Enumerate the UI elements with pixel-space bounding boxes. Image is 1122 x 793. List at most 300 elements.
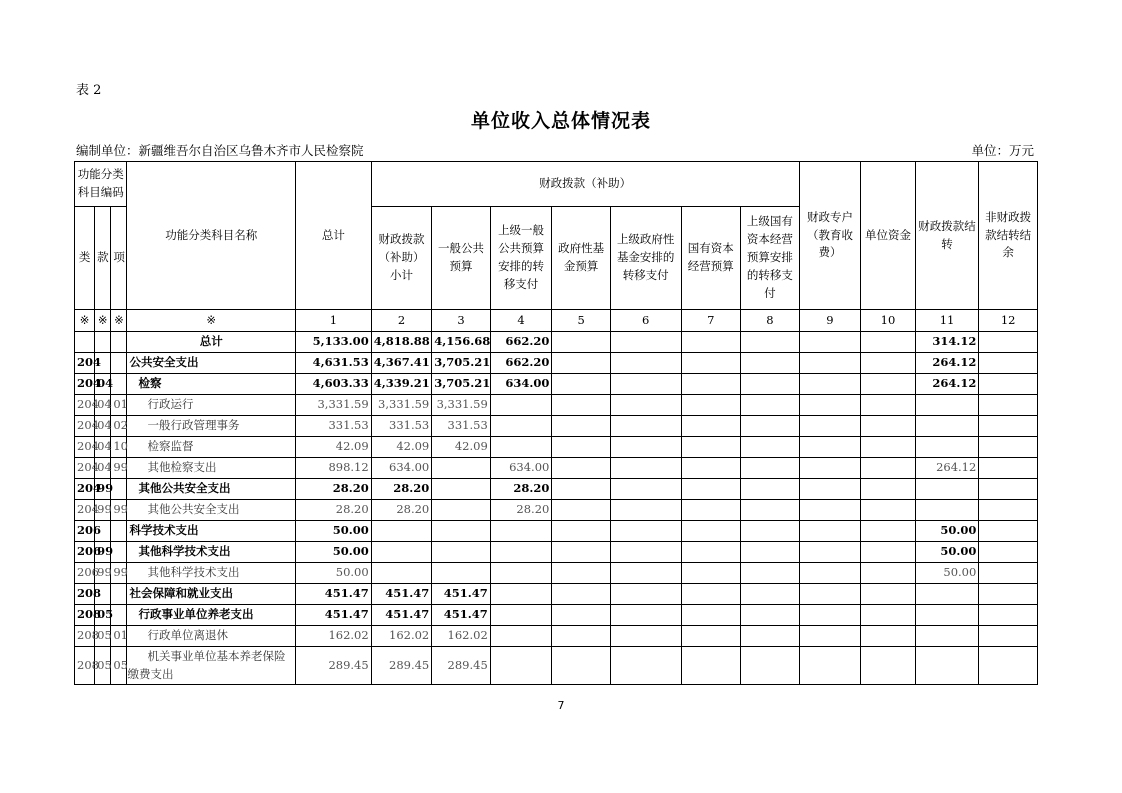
state-capital-header: 国有资本经营预算 xyxy=(681,207,741,310)
value-cell: 451.47 xyxy=(432,584,491,605)
value-cell xyxy=(799,416,861,437)
value-cell: 898.12 xyxy=(296,458,372,479)
column-index-cell: 8 xyxy=(741,310,800,332)
nonfiscal-carryover-header: 非财政拨款结转结余 xyxy=(979,162,1038,310)
value-cell: 28.20 xyxy=(296,500,372,521)
value-cell xyxy=(799,437,861,458)
item-name-cell: 检察 xyxy=(127,374,296,395)
value-cell xyxy=(490,395,552,416)
value-cell xyxy=(610,458,681,479)
value-cell xyxy=(979,584,1038,605)
code-kuan-cell: 04 xyxy=(95,437,111,458)
value-cell xyxy=(552,332,611,353)
code-kuan-cell: 04 xyxy=(95,374,111,395)
value-cell xyxy=(552,416,611,437)
value-cell xyxy=(861,563,916,584)
value-cell xyxy=(979,332,1038,353)
value-cell xyxy=(915,626,979,647)
value-cell xyxy=(861,395,916,416)
value-cell xyxy=(861,479,916,500)
column-index-cell: 10 xyxy=(861,310,916,332)
value-cell xyxy=(552,542,611,563)
item-name-cell: 行政事业单位养老支出 xyxy=(127,605,296,626)
value-cell xyxy=(799,647,861,685)
item-name-cell: 其他公共安全支出 xyxy=(127,500,296,521)
value-cell xyxy=(915,584,979,605)
value-cell xyxy=(861,458,916,479)
value-cell xyxy=(861,374,916,395)
value-cell: 28.20 xyxy=(371,479,432,500)
value-cell xyxy=(552,395,611,416)
value-cell xyxy=(799,563,861,584)
value-cell xyxy=(915,479,979,500)
value-cell xyxy=(552,374,611,395)
value-cell xyxy=(741,416,800,437)
value-cell xyxy=(552,458,611,479)
column-index-cell: 6 xyxy=(610,310,681,332)
table-row xyxy=(75,563,1038,584)
upper-fund-transfer-header: 上级政府性基金安排的转移支付 xyxy=(610,207,681,310)
value-cell: 50.00 xyxy=(296,521,372,542)
value-cell xyxy=(979,479,1038,500)
item-name-cell: 公共安全支出 xyxy=(127,353,296,374)
value-cell: 451.47 xyxy=(432,605,491,626)
value-cell xyxy=(610,479,681,500)
table-tag: 表 2 xyxy=(76,83,102,98)
value-cell xyxy=(799,458,861,479)
value-cell xyxy=(741,584,800,605)
value-cell: 331.53 xyxy=(296,416,372,437)
code-lei-cell: 204 xyxy=(75,458,95,479)
value-cell xyxy=(610,584,681,605)
value-cell xyxy=(610,626,681,647)
value-cell xyxy=(979,416,1038,437)
value-cell xyxy=(979,605,1038,626)
code-lei-cell xyxy=(75,332,95,353)
value-cell xyxy=(799,374,861,395)
table-row xyxy=(75,479,1038,500)
value-cell: 3,331.59 xyxy=(371,395,432,416)
code-lei-cell: 208 xyxy=(75,647,95,685)
gov-fund-header: 政府性基金预算 xyxy=(552,207,611,310)
value-cell: 3,705.21 xyxy=(432,353,491,374)
value-cell xyxy=(741,458,800,479)
code-xiang-cell xyxy=(111,332,127,353)
code-xiang-cell xyxy=(111,584,127,605)
value-cell xyxy=(741,479,800,500)
code-kuan-cell: 99 xyxy=(95,542,111,563)
value-cell xyxy=(741,374,800,395)
value-cell xyxy=(610,563,681,584)
value-cell xyxy=(741,353,800,374)
value-cell: 289.45 xyxy=(371,647,432,685)
item-name-cell: 其他公共安全支出 xyxy=(127,479,296,500)
value-cell xyxy=(490,416,552,437)
value-cell xyxy=(681,458,741,479)
value-cell xyxy=(979,500,1038,521)
value-cell: 451.47 xyxy=(296,605,372,626)
value-cell xyxy=(799,353,861,374)
table-row xyxy=(75,437,1038,458)
code-lei-cell: 204 xyxy=(75,374,95,395)
value-cell xyxy=(861,353,916,374)
value-cell xyxy=(610,353,681,374)
value-cell xyxy=(490,584,552,605)
value-cell xyxy=(552,500,611,521)
value-cell xyxy=(741,395,800,416)
column-index-cell: 3 xyxy=(432,310,491,332)
value-cell: 451.47 xyxy=(371,605,432,626)
column-index-cell: ※ xyxy=(127,310,296,332)
value-cell xyxy=(610,437,681,458)
value-cell: 28.20 xyxy=(296,479,372,500)
code-kuan-cell: 04 xyxy=(95,416,111,437)
table-row xyxy=(75,626,1038,647)
value-cell xyxy=(861,626,916,647)
code-kuan-cell: 99 xyxy=(95,563,111,584)
column-index-cell: 9 xyxy=(799,310,861,332)
item-name-cell: 其他检察支出 xyxy=(127,458,296,479)
value-cell xyxy=(861,584,916,605)
value-cell xyxy=(432,479,491,500)
value-cell xyxy=(979,542,1038,563)
code-kuan-cell: 04 xyxy=(95,395,111,416)
value-cell xyxy=(552,353,611,374)
value-cell xyxy=(915,647,979,685)
value-cell xyxy=(861,332,916,353)
code-xiang-cell: 99 xyxy=(111,458,127,479)
xiang-header: 项 xyxy=(111,207,127,310)
code-lei-cell: 208 xyxy=(75,605,95,626)
kuan-header: 款 xyxy=(95,207,111,310)
value-cell: 634.00 xyxy=(371,458,432,479)
table-row xyxy=(75,353,1038,374)
value-cell xyxy=(610,332,681,353)
value-cell xyxy=(799,521,861,542)
value-cell xyxy=(681,647,741,685)
value-cell: 50.00 xyxy=(296,542,372,563)
value-cell xyxy=(610,647,681,685)
income-table xyxy=(74,161,1038,685)
value-cell: 28.20 xyxy=(490,479,552,500)
value-cell: 4,339.21 xyxy=(371,374,432,395)
value-cell xyxy=(979,647,1038,685)
value-cell xyxy=(371,542,432,563)
value-cell xyxy=(681,500,741,521)
value-cell: 42.09 xyxy=(296,437,372,458)
column-index-cell: 2 xyxy=(371,310,432,332)
value-cell xyxy=(490,647,552,685)
value-cell: 3,331.59 xyxy=(432,395,491,416)
value-cell xyxy=(610,542,681,563)
code-xiang-cell xyxy=(111,479,127,500)
fiscal-group-header: 财政拨款（补助） xyxy=(371,162,799,207)
total-header: 总计 xyxy=(296,162,372,310)
table-row xyxy=(75,395,1038,416)
value-cell xyxy=(861,437,916,458)
column-index-cell: 4 xyxy=(490,310,552,332)
value-cell: 662.20 xyxy=(490,353,552,374)
item-name-cell: 检察监督 xyxy=(127,437,296,458)
value-cell xyxy=(799,332,861,353)
value-cell: 264.12 xyxy=(915,374,979,395)
value-cell: 451.47 xyxy=(371,584,432,605)
column-index-cell: 1 xyxy=(296,310,372,332)
column-index-cell: ※ xyxy=(75,310,95,332)
value-cell xyxy=(741,626,800,647)
code-xiang-cell xyxy=(111,542,127,563)
code-lei-cell: 204 xyxy=(75,416,95,437)
code-lei-cell: 206 xyxy=(75,563,95,584)
value-cell xyxy=(799,542,861,563)
value-cell xyxy=(741,332,800,353)
item-name-cell: 社会保障和就业支出 xyxy=(127,584,296,605)
value-cell xyxy=(490,626,552,647)
value-cell xyxy=(610,605,681,626)
item-name-cell: 机关事业单位基本养老保险缴费支出 xyxy=(127,647,296,685)
column-index-cell: 7 xyxy=(681,310,741,332)
value-cell xyxy=(979,563,1038,584)
code-kuan-cell: 04 xyxy=(95,458,111,479)
value-cell: 264.12 xyxy=(915,458,979,479)
value-cell: 50.00 xyxy=(296,563,372,584)
table-row xyxy=(75,500,1038,521)
value-cell: 42.09 xyxy=(371,437,432,458)
value-cell: 314.12 xyxy=(915,332,979,353)
code-xiang-cell xyxy=(111,605,127,626)
value-cell xyxy=(552,521,611,542)
column-index-cell: 5 xyxy=(552,310,611,332)
column-index-cell: ※ xyxy=(95,310,111,332)
value-cell: 3,705.21 xyxy=(432,374,491,395)
compiling-unit: 编制单位：新疆维吾尔自治区乌鲁木齐市人民检察院 xyxy=(76,143,364,158)
value-cell xyxy=(490,542,552,563)
code-xiang-cell: 99 xyxy=(111,500,127,521)
unit-funds-header: 单位资金 xyxy=(861,162,916,310)
value-cell: 331.53 xyxy=(371,416,432,437)
table-row xyxy=(75,332,1038,353)
code-lei-cell: 204 xyxy=(75,353,95,374)
value-cell xyxy=(979,521,1038,542)
value-cell: 50.00 xyxy=(915,563,979,584)
value-cell: 3,331.59 xyxy=(296,395,372,416)
value-cell xyxy=(741,500,800,521)
value-cell xyxy=(979,374,1038,395)
value-cell xyxy=(861,605,916,626)
upper-general-transfer-header: 上级一般公共预算安排的转移支付 xyxy=(490,207,552,310)
value-cell xyxy=(861,416,916,437)
value-cell xyxy=(681,563,741,584)
value-cell xyxy=(552,626,611,647)
page-title: 单位收入总体情况表 xyxy=(470,110,651,132)
value-cell xyxy=(371,521,432,542)
value-cell: 4,818.88 xyxy=(371,332,432,353)
value-cell xyxy=(432,500,491,521)
value-cell xyxy=(915,395,979,416)
value-cell xyxy=(490,563,552,584)
value-cell: 4,631.53 xyxy=(296,353,372,374)
table-row xyxy=(75,647,1038,685)
value-cell xyxy=(861,521,916,542)
value-cell xyxy=(552,437,611,458)
value-cell xyxy=(552,605,611,626)
value-cell xyxy=(799,500,861,521)
item-name-cell: 一般行政管理事务 xyxy=(127,416,296,437)
table-row xyxy=(75,458,1038,479)
upper-capital-transfer-header: 上级国有资本经营预算安排的转移支付 xyxy=(741,207,800,310)
code-kuan-cell: 05 xyxy=(95,605,111,626)
table-row xyxy=(75,605,1038,626)
code-kuan-cell: 05 xyxy=(95,626,111,647)
page-number: 7 xyxy=(557,699,565,712)
value-cell: 289.45 xyxy=(296,647,372,685)
table-row xyxy=(75,374,1038,395)
value-cell xyxy=(490,521,552,542)
name-header: 功能分类科目名称 xyxy=(127,162,296,310)
code-lei-cell: 206 xyxy=(75,521,95,542)
value-cell: 42.09 xyxy=(432,437,491,458)
value-cell xyxy=(490,605,552,626)
value-cell xyxy=(610,416,681,437)
code-kuan-cell: 99 xyxy=(95,500,111,521)
value-cell xyxy=(915,500,979,521)
value-cell xyxy=(741,521,800,542)
value-cell xyxy=(681,395,741,416)
value-cell: 4,156.68 xyxy=(432,332,491,353)
value-cell xyxy=(979,626,1038,647)
code-lei-cell: 208 xyxy=(75,626,95,647)
value-cell xyxy=(915,437,979,458)
value-cell xyxy=(799,395,861,416)
value-cell xyxy=(681,332,741,353)
value-cell xyxy=(979,395,1038,416)
code-group-header: 功能分类科目编码 xyxy=(75,162,127,207)
code-kuan-cell: 99 xyxy=(95,479,111,500)
item-name-cell: 其他科学技术支出 xyxy=(127,563,296,584)
value-cell xyxy=(861,542,916,563)
value-cell: 28.20 xyxy=(490,500,552,521)
value-cell xyxy=(610,521,681,542)
value-cell xyxy=(681,479,741,500)
value-cell xyxy=(979,458,1038,479)
value-cell xyxy=(979,353,1038,374)
column-index-cell: 11 xyxy=(915,310,979,332)
value-cell xyxy=(741,437,800,458)
value-cell xyxy=(552,647,611,685)
table-row xyxy=(75,416,1038,437)
value-cell xyxy=(681,542,741,563)
code-lei-cell: 208 xyxy=(75,584,95,605)
value-cell: 289.45 xyxy=(432,647,491,685)
value-cell: 264.12 xyxy=(915,353,979,374)
edu-fee-header: 财政专户（教育收费） xyxy=(799,162,861,310)
value-cell xyxy=(979,437,1038,458)
value-cell xyxy=(861,500,916,521)
value-cell xyxy=(681,605,741,626)
value-cell xyxy=(741,605,800,626)
value-cell xyxy=(741,563,800,584)
code-lei-cell: 204 xyxy=(75,395,95,416)
value-cell xyxy=(741,647,800,685)
value-cell: 162.02 xyxy=(296,626,372,647)
value-cell xyxy=(432,458,491,479)
value-cell xyxy=(741,542,800,563)
value-cell: 162.02 xyxy=(371,626,432,647)
item-name-cell: 总计 xyxy=(127,332,296,353)
value-cell xyxy=(610,374,681,395)
value-cell xyxy=(681,584,741,605)
code-xiang-cell: 01 xyxy=(111,626,127,647)
value-cell: 50.00 xyxy=(915,542,979,563)
code-xiang-cell xyxy=(111,374,127,395)
code-xiang-cell xyxy=(111,521,127,542)
item-name-cell: 科学技术支出 xyxy=(127,521,296,542)
code-lei-cell: 204 xyxy=(75,437,95,458)
value-cell: 162.02 xyxy=(432,626,491,647)
code-xiang-cell: 02 xyxy=(111,416,127,437)
currency-unit: 单位：万元 xyxy=(971,143,1034,158)
value-cell xyxy=(799,626,861,647)
general-budget-header: 一般公共预算 xyxy=(432,207,491,310)
item-name-cell: 行政运行 xyxy=(127,395,296,416)
value-cell xyxy=(371,563,432,584)
column-index-cell: 12 xyxy=(979,310,1038,332)
value-cell xyxy=(552,563,611,584)
value-cell xyxy=(552,584,611,605)
value-cell xyxy=(681,374,741,395)
lei-header: 类 xyxy=(75,207,95,310)
value-cell: 662.20 xyxy=(490,332,552,353)
item-name-cell: 其他科学技术支出 xyxy=(127,542,296,563)
fiscal-subtotal-header: 财政拨款（补助）小计 xyxy=(371,207,432,310)
value-cell xyxy=(681,521,741,542)
code-xiang-cell: 10 xyxy=(111,437,127,458)
table-row xyxy=(75,521,1038,542)
code-kuan-cell: 05 xyxy=(95,647,111,685)
value-cell xyxy=(799,584,861,605)
code-lei-cell: 204 xyxy=(75,479,95,500)
code-xiang-cell xyxy=(111,353,127,374)
value-cell: 5,133.00 xyxy=(296,332,372,353)
value-cell: 4,603.33 xyxy=(296,374,372,395)
value-cell xyxy=(799,479,861,500)
value-cell xyxy=(915,416,979,437)
code-lei-cell: 206 xyxy=(75,542,95,563)
code-kuan-cell xyxy=(95,332,111,353)
code-xiang-cell: 01 xyxy=(111,395,127,416)
value-cell xyxy=(552,479,611,500)
code-lei-cell: 204 xyxy=(75,500,95,521)
value-cell: 28.20 xyxy=(371,500,432,521)
value-cell: 451.47 xyxy=(296,584,372,605)
item-name-cell: 行政单位离退休 xyxy=(127,626,296,647)
value-cell xyxy=(915,605,979,626)
value-cell xyxy=(799,605,861,626)
value-cell xyxy=(681,416,741,437)
value-cell xyxy=(681,437,741,458)
value-cell: 331.53 xyxy=(432,416,491,437)
value-cell xyxy=(432,521,491,542)
column-index-cell: ※ xyxy=(111,310,127,332)
table-row xyxy=(75,584,1038,605)
code-xiang-cell: 99 xyxy=(111,563,127,584)
value-cell xyxy=(432,542,491,563)
value-cell xyxy=(432,563,491,584)
value-cell: 4,367.41 xyxy=(371,353,432,374)
table-row xyxy=(75,542,1038,563)
value-cell xyxy=(610,500,681,521)
value-cell xyxy=(861,647,916,685)
